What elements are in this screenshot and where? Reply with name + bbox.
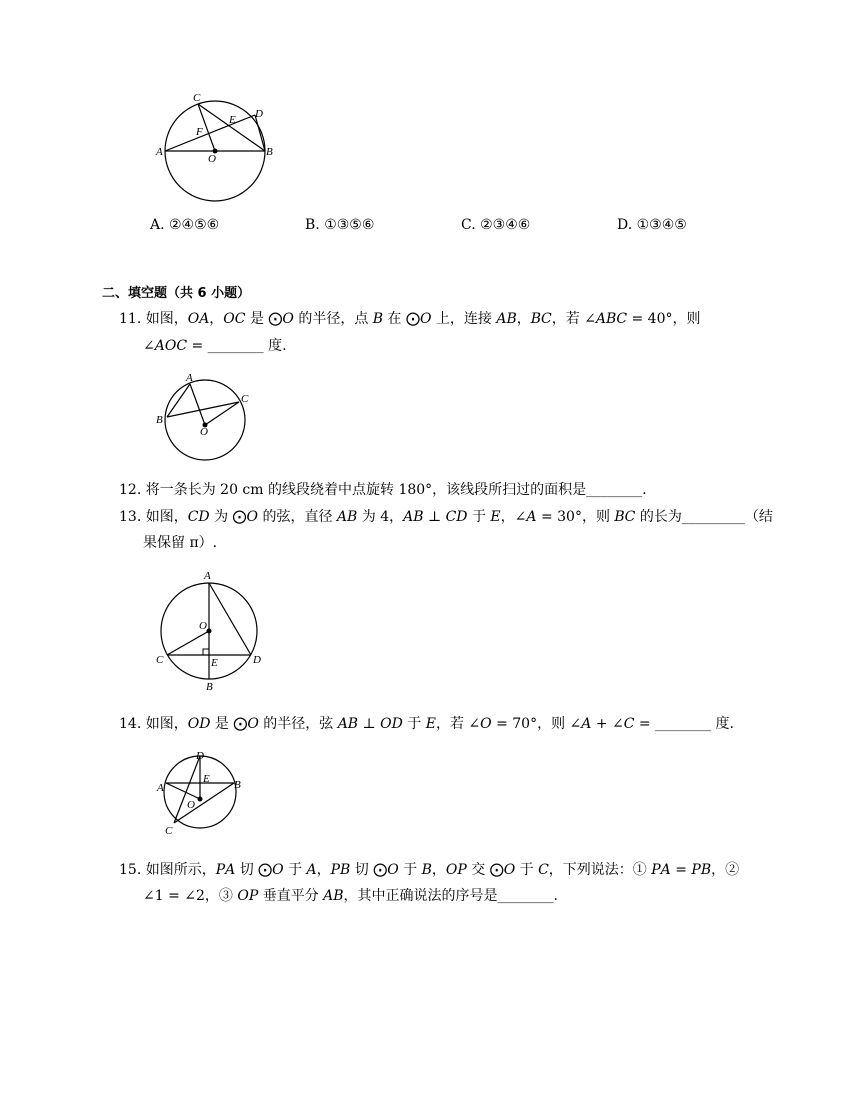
question-13-line-1: 13. 如图，𝐶𝐷 为 ⨀𝑂 的弦，直径 𝐴𝐵 为 4，𝐴𝐵 ⊥ 𝐶𝐷 于 𝐸，∠𝐴 = 30°，则 𝐵𝐶 的长为_________（结	[119, 509, 773, 525]
label-E: E	[229, 114, 236, 126]
top-figure	[150, 90, 280, 206]
label-C: C	[193, 92, 201, 104]
q14-figure	[152, 748, 252, 840]
q13-figure	[152, 568, 268, 694]
label-C: C	[241, 393, 249, 405]
label-O: O	[200, 426, 208, 438]
question-15-line-2: ∠1 = ∠2，③ 𝑂𝑃 垂直平分 𝐴𝐵，其中正确说法的序号是________.	[143, 888, 559, 904]
section-heading: 二、填空题（共 6 小题）	[102, 286, 251, 301]
label-A: A	[204, 570, 211, 582]
label-O: O	[208, 153, 216, 165]
label-B: B	[206, 681, 213, 693]
label-O: O	[199, 620, 207, 632]
label-E: E	[203, 773, 210, 785]
q11-figure	[150, 370, 260, 468]
label-C: C	[156, 654, 164, 666]
question-15-line-1: 15. 如图所示，𝑃𝐴 切 ⨀𝑂 于 𝐴，𝑃𝐵 切 ⨀𝑂 于 𝐵，𝑂𝑃 交 ⨀𝑂 于 𝐶，下列说法：① 𝑃𝐴 = 𝑃𝐵，②	[119, 862, 740, 878]
label-D: D	[196, 750, 204, 762]
label-D: D	[255, 108, 263, 120]
label-B: B	[234, 779, 241, 791]
option-b: B. ①③⑤⑥	[305, 217, 375, 233]
question-14-line-1: 14. 如图，𝑂𝐷 是 ⨀𝑂 的半径，弦 𝐴𝐵 ⊥ 𝑂𝐷 于 𝐸，若 ∠𝑂 = 70°，则 ∠𝐴 + ∠𝐶 = ________ 度.	[119, 716, 734, 732]
label-E: E	[211, 657, 218, 669]
question-12-line-1: 12. 将一条长为 20 cm 的线段绕着中点旋转 180°，该线段所扫过的面积是________.	[119, 482, 647, 498]
label-D: D	[253, 654, 261, 666]
label-A: A	[156, 146, 163, 158]
label-O: O	[187, 799, 195, 811]
option-a: A. ②④⑤⑥	[150, 217, 220, 233]
question-11-line-1: 11. 如图，𝑂𝐴，𝑂𝐶 是 ⨀𝑂 的半径，点 𝐵 在 ⨀𝑂 上，连接 𝐴𝐵，𝐵𝐶，若 ∠𝐴𝐵𝐶 = 40°，则	[119, 311, 701, 327]
label-B: B	[156, 414, 163, 426]
label-A: A	[186, 372, 193, 384]
question-13-line-2: 果保留 π）.	[143, 535, 218, 551]
option-c: C. ②③④⑥	[461, 217, 531, 233]
label-A: A	[157, 782, 164, 794]
label-C: C	[165, 825, 173, 837]
question-11-line-2: ∠𝐴𝑂𝐶 = ________ 度.	[143, 338, 287, 354]
option-d: D. ①③④⑤	[617, 217, 687, 233]
label-F: F	[196, 126, 203, 138]
label-B: B	[266, 146, 273, 158]
